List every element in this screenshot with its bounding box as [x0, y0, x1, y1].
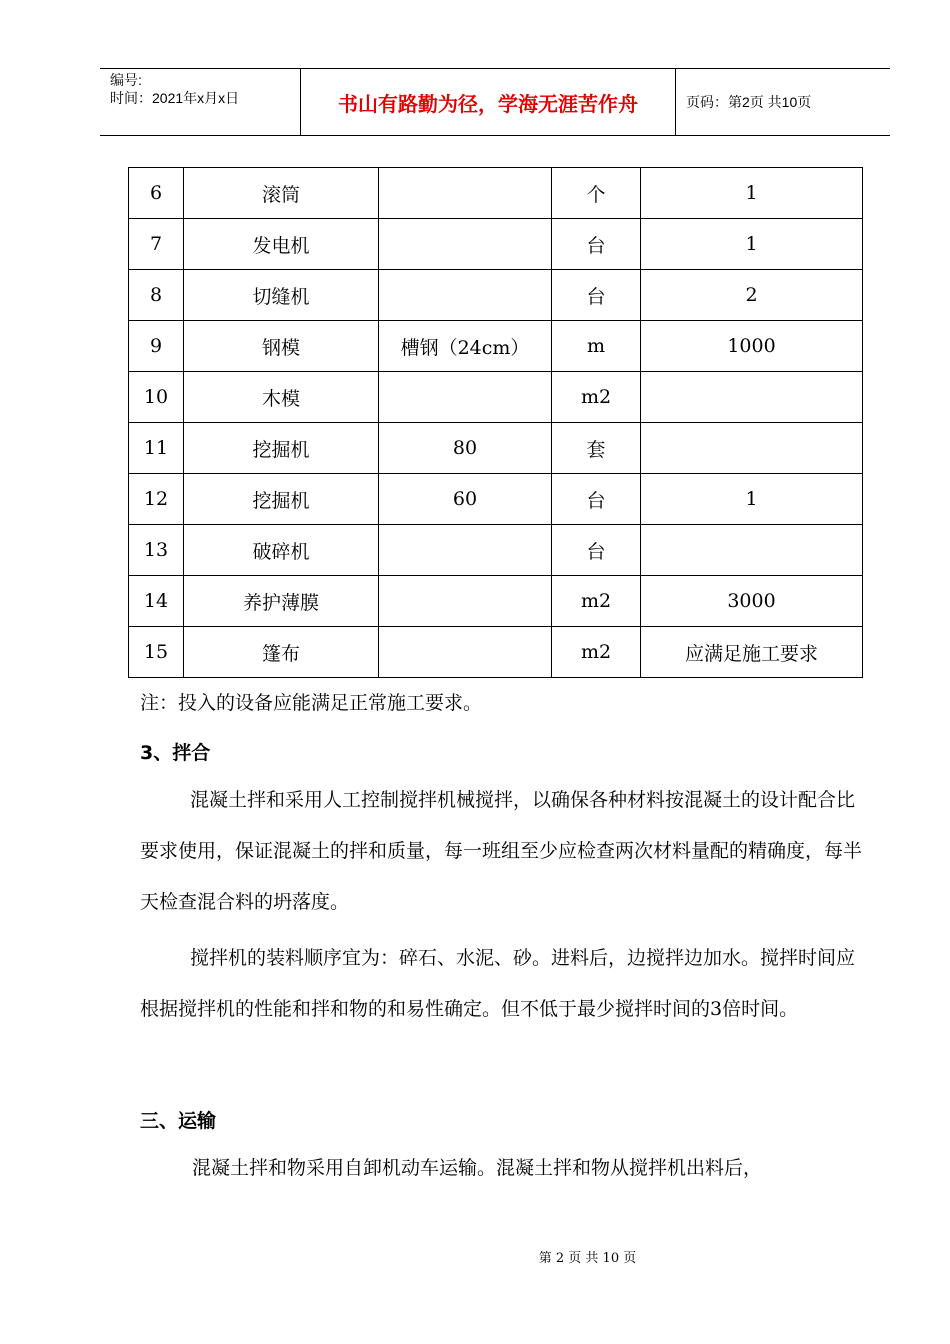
cell-equipment-name: 发电机: [184, 219, 379, 270]
table-row: [129, 525, 863, 576]
cell-equipment-name: 破碎机: [184, 525, 379, 576]
cell-unit: 台: [552, 474, 641, 525]
cell-quantity: 2: [641, 270, 863, 321]
cell-equipment-name: 养护薄膜: [184, 576, 379, 627]
cell-equipment-spec: [379, 576, 552, 627]
cell-quantity: 应满足施工要求: [641, 627, 863, 678]
cell-equipment-name: 木模: [184, 372, 379, 423]
cell-quantity: 1: [641, 168, 863, 219]
cell-unit: 台: [552, 270, 641, 321]
cell-equipment-spec: [379, 372, 552, 423]
cell-row-number: 14: [129, 576, 184, 627]
cell-equipment-spec: [379, 270, 552, 321]
table-row: [129, 474, 863, 525]
cell-quantity: 1: [641, 474, 863, 525]
table-row: [129, 423, 863, 474]
cell-unit: m2: [552, 576, 641, 627]
cell-row-number: 12: [129, 474, 184, 525]
cell-equipment-name: 滚筒: [184, 168, 379, 219]
cell-row-number: 9: [129, 321, 184, 372]
cell-unit: 台: [552, 219, 641, 270]
cell-quantity: 3000: [641, 576, 863, 627]
cell-quantity: 1000: [641, 321, 863, 372]
table-row: [129, 576, 863, 627]
cell-equipment-spec: 80: [379, 423, 552, 474]
cell-unit: m2: [552, 627, 641, 678]
cell-row-number: 15: [129, 627, 184, 678]
cell-equipment-spec: [379, 219, 552, 270]
cell-row-number: 10: [129, 372, 184, 423]
time-label: 时间：2021年x月x日: [110, 90, 240, 106]
cell-quantity: [641, 372, 863, 423]
table-row: [129, 321, 863, 372]
cell-quantity: [641, 423, 863, 474]
paragraph-mixing-1: 混凝土拌和采用人工控制搅拌机械搅拌，以确保各种材料按混凝土的设计配合比要求使用，保证混凝土的拌和质量，每一班组至少应检查两次材料量配的精确度，每半天检查混合料的坍落度。: [140, 789, 863, 913]
cell-equipment-name: 篷布: [184, 627, 379, 678]
cell-unit: m2: [552, 372, 641, 423]
cell-equipment-name: 挖掘机: [184, 474, 379, 525]
section-heading-mixing: 3、拌合: [140, 742, 211, 764]
cell-unit: 台: [552, 525, 641, 576]
equipment-table: [128, 167, 863, 678]
cell-equipment-name: 挖掘机: [184, 423, 379, 474]
cell-unit: m: [552, 321, 641, 372]
cell-equipment-spec: [379, 168, 552, 219]
header-motto: 书山有路勤为径，学海无涯苦作舟: [301, 69, 676, 135]
cell-unit: 套: [552, 423, 641, 474]
cell-equipment-spec: 槽钢（24cm）: [379, 321, 552, 372]
table-row: [129, 372, 863, 423]
page-footer: 第 2 页 共 10 页: [538, 1251, 637, 1266]
cell-equipment-spec: 60: [379, 474, 552, 525]
cell-equipment-spec: [379, 525, 552, 576]
cell-row-number: 6: [129, 168, 184, 219]
serial-label: 编号:: [110, 72, 142, 88]
page-header: [100, 68, 890, 136]
cell-row-number: 11: [129, 423, 184, 474]
cell-equipment-name: 切缝机: [184, 270, 379, 321]
header-page-info: 页码：第2页 共10页: [686, 94, 812, 110]
section-heading-transport: 三、运输: [140, 1110, 217, 1132]
header-meta: [100, 69, 301, 135]
cell-unit: 个: [552, 168, 641, 219]
paragraph-mixing-2: 搅拌机的装料顺序宜为：碎石、水泥、砂。进料后，边搅拌边加水。搅拌时间应根据搅拌机的性能和拌和物的和易性确定。但不低于最少搅拌时间的3倍时间。: [140, 947, 856, 1020]
cell-equipment-spec: [379, 627, 552, 678]
table-row: [129, 270, 863, 321]
paragraph-transport: 混凝土拌和物采用自卸机动车运输。混凝土拌和物从搅拌机出料后，: [192, 1157, 763, 1179]
table-row: [129, 627, 863, 678]
table-note: 注：投入的设备应能满足正常施工要求。: [140, 692, 483, 714]
table-row: [129, 219, 863, 270]
cell-row-number: 7: [129, 219, 184, 270]
cell-quantity: 1: [641, 219, 863, 270]
cell-row-number: 8: [129, 270, 184, 321]
cell-quantity: [641, 525, 863, 576]
table-row: [129, 168, 863, 219]
cell-equipment-name: 钢模: [184, 321, 379, 372]
cell-row-number: 13: [129, 525, 184, 576]
